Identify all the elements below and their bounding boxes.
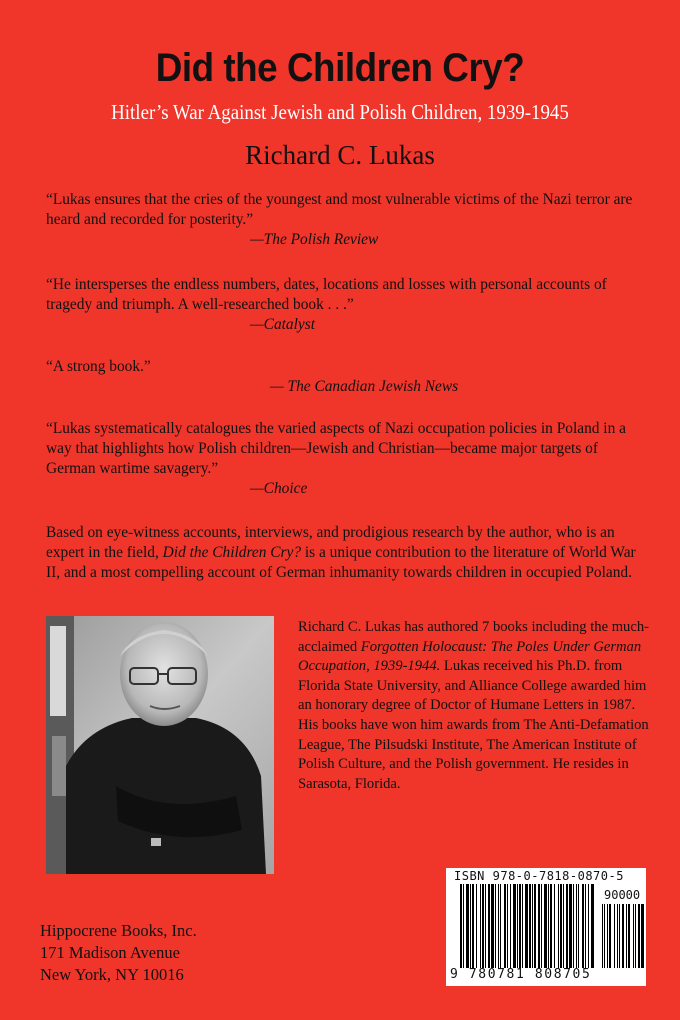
barcode-bar: [576, 884, 577, 968]
barcode-bar: [550, 884, 552, 968]
barcode-bar: [558, 884, 559, 968]
barcode-bar: [498, 884, 499, 968]
barcode-bar: [633, 904, 634, 968]
author-bio: [298, 618, 650, 794]
quote-text: “Lukas systematically catalogues the varied aspects of Nazi occupation policies in Poland in a way that highlights how Polish children—Jewish and Christian—became major targets of German wartime savagery.”: [46, 420, 626, 477]
publisher-city: New York, NY 10016: [40, 965, 184, 984]
barcode-bar: [607, 904, 608, 968]
bio-title-ref: Forgotten Holocaust: The Poles Under German Occupation, 1939-1944.: [298, 638, 642, 675]
description-title-ref: Did the Children Cry?: [162, 544, 302, 561]
barcode-bar: [604, 904, 605, 968]
isbn-text: ISBN 978-0-7818-0870-5: [454, 869, 624, 883]
barcode-bar: [609, 904, 611, 968]
barcode-bar: [485, 884, 486, 968]
book-author: Richard C. Lukas: [245, 140, 435, 170]
barcode-bar: [617, 904, 618, 968]
publisher-address: [40, 920, 197, 986]
bio-text: Richard C. Lukas has authored 7 books including the much-acclaimed: [298, 619, 649, 655]
quote-text: “A strong book.”: [46, 358, 151, 375]
barcode-bar: [602, 904, 603, 968]
barcode-bar: [466, 884, 469, 968]
barcode-bar: [573, 884, 574, 968]
author-photo-image: [46, 616, 274, 874]
barcode-bar: [532, 884, 533, 968]
barcode-bar: [525, 884, 528, 968]
barcode-bar: [522, 884, 523, 968]
barcode-bar: [482, 884, 484, 968]
barcode-bar: [460, 884, 462, 968]
isbn-barcode: [446, 868, 646, 986]
quote-text: “Lukas ensures that the cries of the youngest and most vulnerable victims of the Nazi terror are heard and recorded for posterity.”: [46, 191, 633, 228]
barcode-bar: [463, 884, 464, 968]
barcode-bar: [541, 884, 542, 968]
barcode-bar: [544, 884, 547, 968]
ean-text: 9 780781 808705: [450, 967, 592, 982]
barcode-bar: [585, 884, 586, 968]
barcode-bar: [614, 904, 615, 968]
barcode-bar: [470, 884, 471, 968]
price-code-text: 90000: [604, 888, 641, 902]
book-description: [46, 523, 646, 583]
review-quote-3: [46, 357, 646, 397]
quote-attribution: —Catalyst: [250, 316, 315, 333]
barcode-bar: [641, 904, 644, 968]
publisher-street: 171 Madison Avenue: [40, 943, 180, 962]
barcode-bar: [519, 884, 521, 968]
publisher-name: Hippocrene Books, Inc.: [40, 921, 197, 940]
barcode-bar: [554, 884, 555, 968]
author-photo: [46, 616, 274, 874]
barcode-bar: [517, 884, 518, 968]
barcode-bar: [510, 884, 511, 968]
description-text: Based on eye-witness accounts, interviews, and prodigious research by the author, who is an expert in the field,: [46, 524, 615, 561]
barcode-bar: [566, 884, 568, 968]
barcode-bar: [619, 904, 620, 968]
barcode-bar: [582, 884, 584, 968]
book-title: Did the Children Cry?: [155, 46, 525, 90]
barcode-bar: [488, 884, 490, 968]
bio-text-end: Lukas received his Ph.D. from Florida State University, and Alliance College awarded him an honorary degree of Doctor of Humane Letters in 1987. His books have won him awards from The Anti-Defamation League, The Pilsudski Institute, The American Institute of Polish Culture, and the Polish government. He resides in Sarasota, Florida.: [298, 658, 649, 792]
barcode-bar: [548, 884, 549, 968]
barcode-bar: [588, 884, 589, 968]
barcode-bar: [638, 904, 640, 968]
barcode-bar: [491, 884, 494, 968]
barcode-bar: [500, 884, 501, 968]
barcode-bar: [563, 884, 564, 968]
quote-attribution: —The Polish Review: [250, 231, 379, 248]
barcode-bar: [626, 904, 627, 968]
review-quote-1: [46, 190, 646, 250]
barcode-bar: [504, 884, 506, 968]
barcode-bar: [534, 884, 536, 968]
book-subtitle: Hitler’s War Against Jewish and Polish Children, 1939-1945: [111, 100, 569, 124]
description-text-end: is a unique contribution to the literature of World War II, and a most compelling account of German inhumanity towards children in occupied Poland.: [46, 544, 636, 581]
barcode-bar: [476, 884, 477, 968]
quote-attribution: —Choice: [250, 480, 308, 497]
barcode-bar: [513, 884, 516, 968]
barcode-bar: [591, 884, 594, 968]
barcode-bar: [560, 884, 562, 968]
barcode-bar: [635, 904, 636, 968]
review-quote-4: [46, 419, 646, 499]
barcode-bar: [538, 884, 540, 968]
barcode-bar: [472, 884, 474, 968]
barcode-bar: [480, 884, 481, 968]
barcode-bar: [495, 884, 496, 968]
barcode-bar: [628, 904, 630, 968]
barcode-bar: [507, 884, 508, 968]
quote-text: “He intersperses the endless numbers, dates, locations and losses with personal accounts of tragedy and triumph. A well-researched book . . .”: [46, 276, 607, 313]
quote-attribution: — The Canadian Jewish News: [270, 378, 459, 395]
review-quote-2: [46, 275, 646, 335]
barcode-bar: [529, 884, 531, 968]
barcode-bar: [578, 884, 579, 968]
barcode-bar: [569, 884, 572, 968]
barcode-bar: [622, 904, 624, 968]
